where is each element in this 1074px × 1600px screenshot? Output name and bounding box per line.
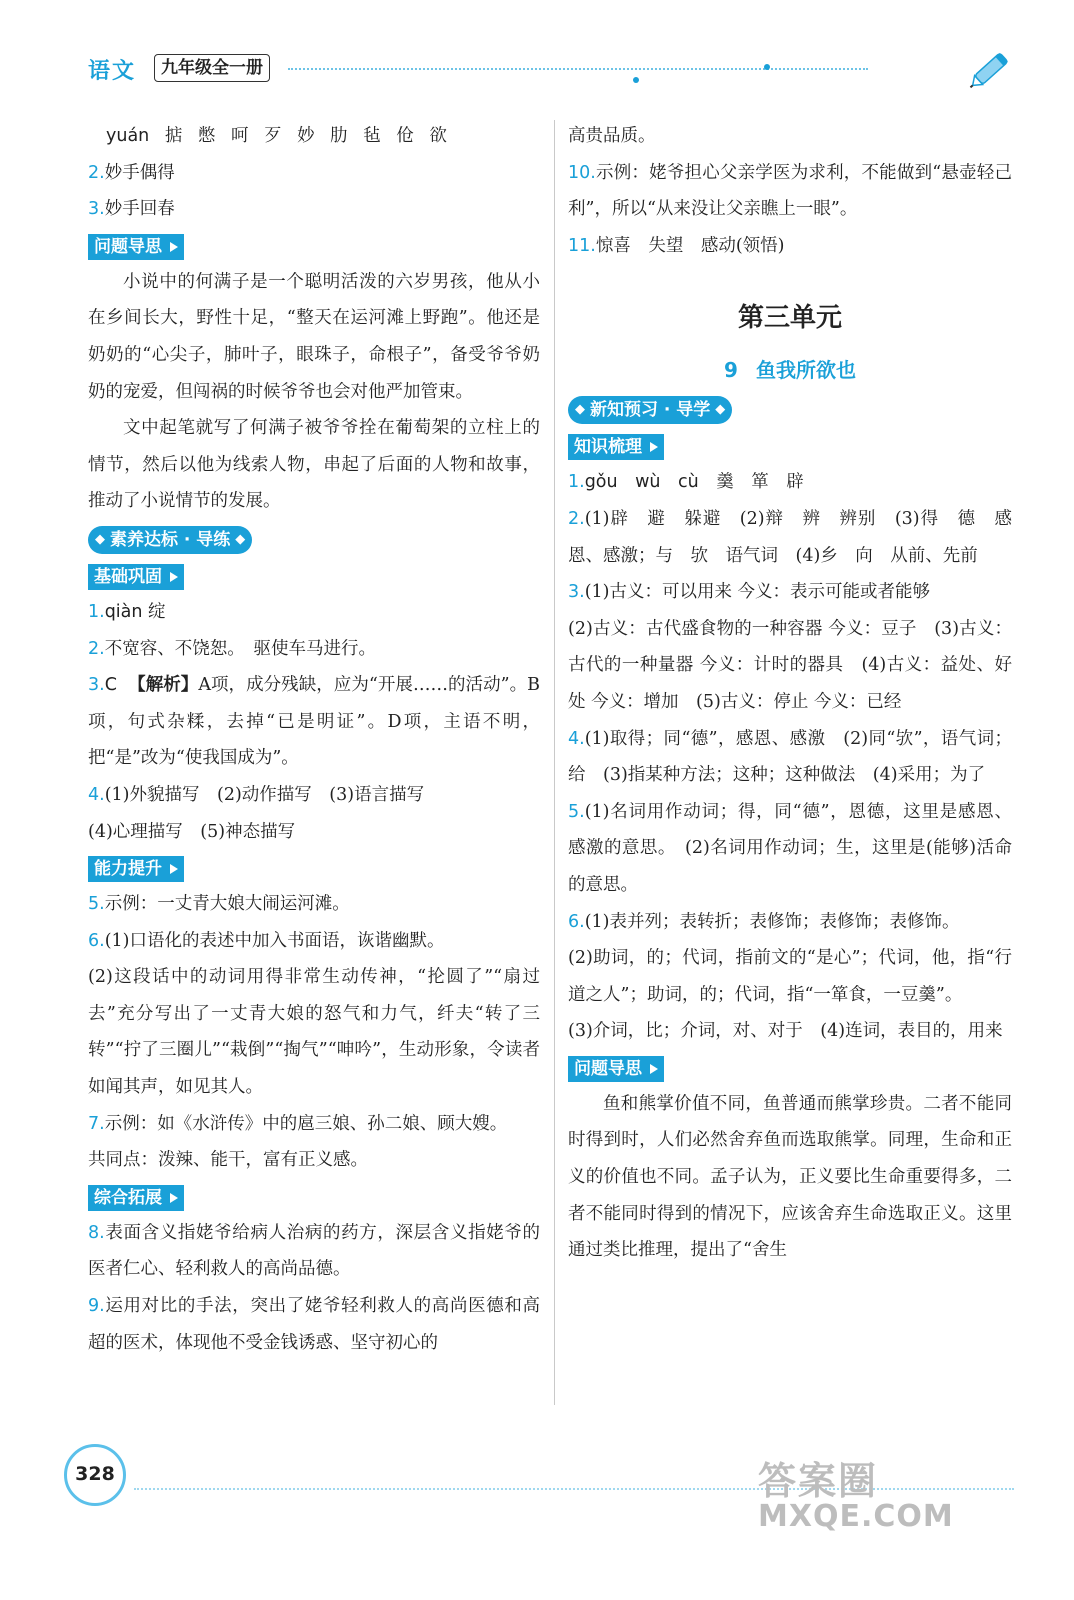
- answer-text: 运用对比的手法，突出了姥爷轻利救人的高尚医德和高超的医术，体现他不受金钱诱惑、坚守初心的: [88, 1296, 540, 1353]
- answer-4: [568, 721, 1012, 794]
- lesson-title: [568, 350, 1012, 390]
- answer-text: 惊喜 失望 感动(领悟): [595, 235, 785, 256]
- answer-5: [568, 794, 1012, 904]
- answer-text: (2)这段话中的动词用得非常生动传神，“抡圆了”“扇过去”充分写出了一丈青大娘的怒气和力气，纤夫“转了三转”“拧了三圈儿”“栽倒”“掏气”“呻吟”，生动形象，令读者如闻其声，如见其人。: [88, 967, 540, 1098]
- answer-text: (1)外貌描写 (2)动作描写 (3)语言描写: [104, 784, 425, 805]
- answer-number: 5.: [88, 894, 105, 915]
- answer-text: qiàn 绽: [104, 601, 166, 622]
- lesson-number: 9: [724, 358, 738, 383]
- answer-text: 妙手回春: [104, 199, 175, 220]
- header-dot: [764, 64, 770, 70]
- answer-number: 7.: [88, 1113, 105, 1134]
- answer-text: 示例：一丈青大娘大闹运河滩。: [104, 894, 350, 915]
- answer-text: 妙手偶得: [104, 162, 175, 183]
- answer-1: [88, 594, 540, 631]
- answer-11: [568, 228, 1012, 265]
- answer-text: (3)介词，比；介词，对、对于 (4)连词，表目的，用来: [568, 1021, 1003, 1042]
- answer-number: 3.: [88, 199, 105, 220]
- answer-text: (2)助词，的；代词，指前文的“是心”；代词，他，指“行道之人”；助词，的；代词，指“一箪食，一豆羹”。: [568, 948, 1012, 1005]
- answer-text: (1)辟 避 躲避 (2)辩 辨 辨别 (3)得 德 感恩、感激；与 欤 语气词 (4)乡 向 从前、先前: [568, 508, 1012, 566]
- answer-number: 3.: [88, 675, 105, 696]
- answer-8: [88, 1215, 540, 1288]
- answer-number: 3.: [568, 582, 585, 603]
- answer-text: (1)口语化的表述中加入书面语，诙谐幽默。: [104, 930, 445, 951]
- answer-number: 2.: [88, 638, 105, 659]
- answer-text: (1)古义：可以用来 今义：表示可能或者能够: [584, 582, 931, 603]
- answer-4: [88, 777, 540, 814]
- column-divider: [554, 120, 555, 1405]
- section-tag-knowledge: 知识梳理: [568, 434, 664, 460]
- answer-choice: C: [104, 675, 117, 696]
- answer-text: 高贵品质。: [568, 126, 656, 146]
- answer-number: 4.: [88, 784, 105, 805]
- answer-text: A项，成分残缺，应为“开展……的活动”。B项，句式杂糅，去掉“已是明证”。D项，主语不明，把“是”改为“使我国成为”。: [88, 675, 541, 769]
- section-tag-question-guide: 问题导思: [88, 234, 184, 260]
- grade-label: 九年级全一册: [154, 54, 270, 82]
- section-tag-question-guide: 问题导思: [568, 1056, 664, 1082]
- section-pill-preview: ◆ 新知预习 · 导学 ◆: [568, 396, 732, 424]
- answer-number: 6.: [88, 930, 105, 951]
- answer-5: [88, 886, 540, 923]
- answer-number: 6.: [568, 911, 585, 932]
- answer-text: 示例：如《水浒传》中的扈三娘、孙二娘、顾大嫂。: [104, 1113, 508, 1134]
- answer-9: [88, 1288, 540, 1361]
- answer-7: [88, 1106, 540, 1143]
- answer-number: 9.: [88, 1296, 105, 1317]
- answer-3: [568, 574, 1012, 611]
- paragraph: 小说中的何满子是一个聪明活泼的六岁男孩，他从小在乡间长大，野性十足，“整天在运河滩上野跑”。他还是奶奶的“心尖子，肺叶子，眼珠子，命根子”，备受爷爷奶奶的宠爱，但闯祸的时候爷爷也会对他严加管束。: [88, 271, 540, 402]
- paragraph: 文中起笔就写了何满子被爷爷拴在葡萄架的立柱上的情节，然后以他为线索人物，串起了后面的人物和故事，推动了小说情节的发展。: [88, 418, 540, 512]
- answer-text: 共同点：泼辣、能干，富有正义感。: [88, 1150, 368, 1171]
- answer-number: 10.: [568, 162, 596, 183]
- page-header: [88, 52, 1028, 92]
- answer-text: (1)取得；同“德”，感恩、感激 (2)同“欤”，语气词；给 (3)指某种方法；这种；这种做法 (4)采用；为了: [568, 728, 1012, 786]
- section-pill-practice: ◆ 素养达标 · 导练 ◆: [88, 526, 252, 554]
- answer-3: [88, 667, 540, 777]
- answer-number: 8.: [88, 1222, 105, 1243]
- unit-title: 第三单元: [737, 303, 842, 334]
- answer-text: gǒu wù cù 羹 箪 辟: [584, 472, 804, 493]
- answer-1: [568, 464, 1012, 501]
- answer-number: 1.: [568, 472, 585, 493]
- answer-text: 表面含义指姥爷给病人治病的药方，深层含义指姥爷的医者仁心、轻利救人的高尚品德。: [88, 1222, 540, 1280]
- page-number: 328: [75, 1463, 115, 1485]
- watermark-url: MXQE.COM: [758, 1499, 954, 1534]
- section-tag-basics: 基础巩固: [88, 564, 184, 590]
- right-column: [568, 118, 1012, 1269]
- analysis-label: 【解析】: [128, 675, 199, 696]
- answer-text: 不宽容、不饶恕。 驱使车马进行。: [104, 638, 376, 659]
- section-tag-extension: 综合拓展: [88, 1185, 184, 1211]
- answer-text: (4)心理描写 (5)神态描写: [88, 821, 296, 842]
- header-dotted-line: [288, 68, 868, 70]
- watermark-text: 答案圈: [758, 1459, 879, 1503]
- header-dot: [633, 77, 639, 83]
- answer-text: (2)古义：古代盛食物的一种容器 今义：豆子 (3)古义：古代的一种量器 今义：计时的器具 (4)古义：益处、好处 今义：增加 (5)古义：停止 今义：已经: [568, 618, 1012, 712]
- answer-number: 11.: [568, 235, 596, 256]
- answer-2: [568, 501, 1012, 574]
- answer-2: [88, 155, 540, 192]
- left-column: [88, 118, 540, 1361]
- lesson-name: 鱼我所欲也: [755, 358, 856, 383]
- answer-number: 5.: [568, 801, 585, 822]
- answer-number: 1.: [88, 601, 105, 622]
- pen-icon: [966, 44, 1018, 92]
- answer-text: (1)表并列；表转折；表修饰；表修饰；表修饰。: [584, 911, 960, 932]
- answer-number: 2.: [88, 162, 105, 183]
- answer-text: 示例：姥爷担心父亲学医为求利，不能做到“悬壶轻己利”，所以“从来没让父亲瞧上一眼”。: [568, 162, 1012, 220]
- watermark-logo: [758, 1450, 954, 1534]
- answer-text: (1)名词用作动词；得，同“德”，恩德，这里是感恩、感激的意思。 (2)名词用作动词；生，这里是(能够)活命的意思。: [568, 801, 1012, 895]
- section-tag-ability: 能力提升: [88, 856, 184, 882]
- answer-2: [88, 631, 540, 668]
- answer-line: yuán 掂 憋 呵 歹 妙 肋 毡 伧 欲: [106, 126, 447, 146]
- paragraph: 鱼和熊掌价值不同，鱼普通而熊掌珍贵。二者不能同时得到时，人们必然舍弃鱼而选取熊掌。同理，生命和正义的价值也不同。孟子认为，正义要比生命重要得多，二者不能同时得到的情况下，应该舍弃生命选取正义。这里通过类比推理，提出了“舍生: [568, 1093, 1012, 1261]
- answer-3: [88, 191, 540, 228]
- answer-number: 4.: [568, 728, 585, 749]
- answer-6: [88, 923, 540, 960]
- answer-number: 2.: [568, 508, 585, 529]
- subject-label: 语文: [88, 59, 137, 84]
- answer-6: [568, 904, 1012, 941]
- answer-10: [568, 155, 1012, 228]
